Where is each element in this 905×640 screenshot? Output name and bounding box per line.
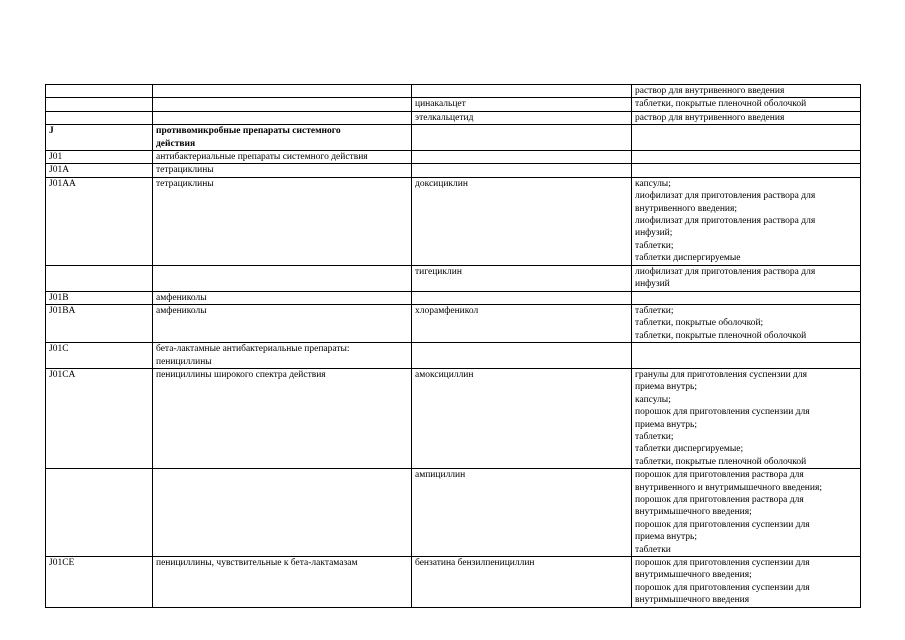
group-name-cell <box>153 469 412 557</box>
dosage-form-cell: порошок для приготовления раствора для внутривенного и внутримышечного введения; порошок для приготовления раствора для внутримышечного введения; порошок для приготовления суспензии для приема внутрь; таблетки <box>632 469 861 557</box>
group-name-cell: противомикробные препараты системного действия <box>153 125 412 151</box>
dosage-form-cell: капсулы; лиофилизат для приготовления раствора для внутривенного введения; лиофилизат для приготовления раствора для инфузий; таблетки; таблетки диспергируемые <box>632 177 861 265</box>
drug-name-cell: доксициклин <box>412 177 632 265</box>
group-name-cell: тетрациклины <box>153 177 412 265</box>
drug-name-cell: хлорамфеникол <box>412 304 632 342</box>
table-row <box>46 164 861 177</box>
group-name-cell <box>153 98 412 111</box>
group-name-cell: амфениколы <box>153 304 412 342</box>
dosage-form-cell <box>632 151 861 164</box>
atc-code-cell: J <box>46 125 153 151</box>
table-row <box>46 98 861 111</box>
atc-code-cell: J01C <box>46 343 153 369</box>
atc-code-cell: J01AA <box>46 177 153 265</box>
group-name-cell <box>153 265 412 291</box>
drug-name-cell <box>412 343 632 369</box>
dosage-form-cell <box>632 343 861 369</box>
drug-name-cell <box>412 85 632 98</box>
drug-name-cell <box>412 291 632 304</box>
dosage-form-cell: таблетки; таблетки, покрытые оболочкой; таблетки, покрытые пленочной оболочкой <box>632 304 861 342</box>
atc-code-cell: J01CA <box>46 368 153 468</box>
table-row <box>46 343 861 369</box>
table-row-section-header <box>46 125 861 151</box>
table-row <box>46 557 861 608</box>
group-name-cell: амфениколы <box>153 291 412 304</box>
atc-code-cell <box>46 265 153 291</box>
atc-code-cell: J01 <box>46 151 153 164</box>
group-name-cell <box>153 111 412 124</box>
drug-name-cell <box>412 151 632 164</box>
group-name-cell: пенициллины, чувствительные к бета-лактамазам <box>153 557 412 608</box>
drug-name-cell: амоксициллин <box>412 368 632 468</box>
atc-code-cell <box>46 469 153 557</box>
table-row <box>46 151 861 164</box>
atc-code-cell <box>46 85 153 98</box>
table-row <box>46 177 861 265</box>
drug-name-cell: бензатина бензилпенициллин <box>412 557 632 608</box>
atc-code-cell: J01A <box>46 164 153 177</box>
dosage-form-cell: раствор для внутривенного введения <box>632 85 861 98</box>
dosage-form-cell: гранулы для приготовления суспензии для приема внутрь; капсулы; порошок для приготовления суспензии для приема внутрь; таблетки; таблетки диспергируемые; таблетки, покрытые пленочной оболочкой <box>632 368 861 468</box>
dosage-form-cell <box>632 291 861 304</box>
drug-list-table <box>45 84 861 608</box>
table-row <box>46 368 861 468</box>
table-row <box>46 111 861 124</box>
atc-code-cell: J01BA <box>46 304 153 342</box>
dosage-form-cell <box>632 164 861 177</box>
dosage-form-cell: лиофилизат для приготовления раствора для инфузий <box>632 265 861 291</box>
dosage-form-cell: порошок для приготовления суспензии для внутримышечного введения; порошок для приготовления суспензии для внутримышечного введения <box>632 557 861 608</box>
group-name-cell: бета-лактамные антибактериальные препараты: пенициллины <box>153 343 412 369</box>
drug-name-cell: тигециклин <box>412 265 632 291</box>
atc-code-cell: J01CE <box>46 557 153 608</box>
drug-name-cell: цинакальцет <box>412 98 632 111</box>
atc-code-cell <box>46 98 153 111</box>
dosage-form-cell: таблетки, покрытые пленочной оболочкой <box>632 98 861 111</box>
table-row <box>46 85 861 98</box>
table-row <box>46 291 861 304</box>
group-name-cell: тетрациклины <box>153 164 412 177</box>
dosage-form-cell: раствор для внутривенного введения <box>632 111 861 124</box>
table-row <box>46 265 861 291</box>
drug-name-cell <box>412 164 632 177</box>
atc-code-cell <box>46 111 153 124</box>
group-name-cell <box>153 85 412 98</box>
group-name-cell: пенициллины широкого спектра действия <box>153 368 412 468</box>
table-row <box>46 469 861 557</box>
group-name-cell: антибактериальные препараты системного действия <box>153 151 412 164</box>
dosage-form-cell <box>632 125 861 151</box>
drug-name-cell: ампициллин <box>412 469 632 557</box>
atc-code-cell: J01B <box>46 291 153 304</box>
drug-name-cell: этелкальцетид <box>412 111 632 124</box>
drug-name-cell <box>412 125 632 151</box>
table-row <box>46 304 861 342</box>
